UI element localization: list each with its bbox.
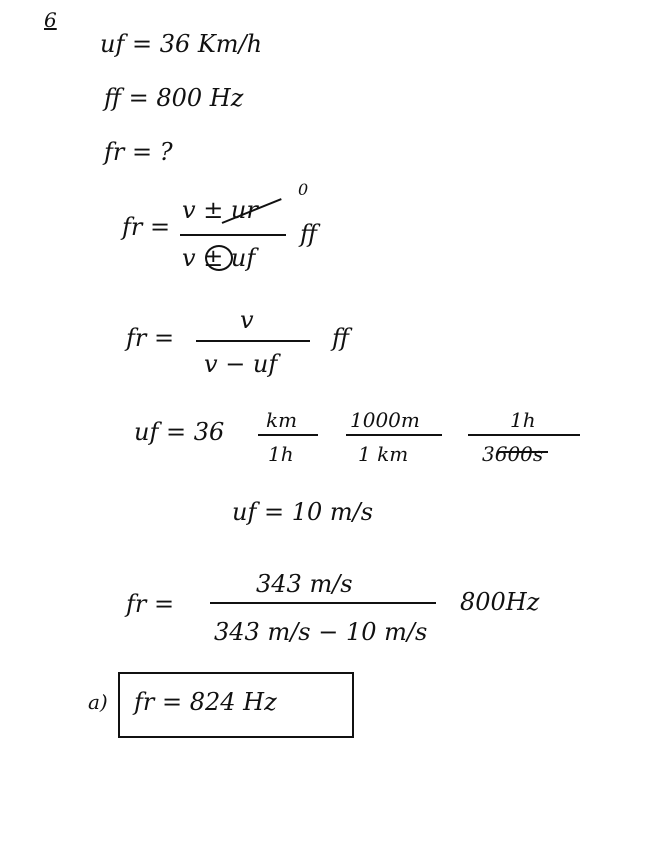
substitution-bar [210, 602, 436, 604]
conversion-f3-den: 3600s [482, 442, 544, 466]
simplified-formula-denominator: v − uf [204, 350, 278, 378]
conversion-f3-num: 1h [510, 408, 536, 432]
general-formula-denominator: v ± uf [182, 244, 256, 272]
conversion-f1-bar [258, 434, 318, 436]
given-ff: ff = 800 Hz [104, 84, 244, 112]
general-formula-lhs: fr = [122, 213, 171, 241]
simplified-formula-lhs: fr = [126, 324, 175, 352]
zero-mark: 0 [298, 180, 309, 199]
given-fr: fr = ? [104, 138, 173, 166]
conversion-f1-den: 1h [268, 442, 294, 466]
answer-label: a) [88, 690, 108, 714]
substitution-factor: 800Hz [460, 588, 540, 616]
substitution-denominator: 343 m/s − 10 m/s [214, 618, 428, 646]
conversion-f1-num: km [266, 408, 298, 432]
general-formula-factor: ff [300, 220, 318, 248]
simplified-formula-bar [196, 340, 310, 342]
simplified-formula-numerator: v [240, 306, 254, 334]
problem-number: 6 [44, 8, 57, 32]
simplified-formula-factor: ff [332, 324, 350, 352]
general-formula-bar [180, 234, 286, 236]
conversion-lhs: uf = 36 [134, 418, 225, 446]
substitution-lhs: fr = [126, 590, 175, 618]
given-uf: uf = 36 Km/h [100, 30, 263, 58]
answer-text: fr = 824 Hz [134, 688, 277, 716]
minus-circle [205, 245, 233, 271]
conversion-f3-strike [498, 451, 548, 453]
substitution-numerator: 343 m/s [256, 570, 353, 598]
conversion-f2-den: 1 km [358, 442, 409, 466]
uf-result: uf = 10 m/s [232, 498, 374, 526]
general-formula-numerator: v ± ur [182, 196, 258, 224]
conversion-f3-bar [468, 434, 580, 436]
conversion-f2-num: 1000m [350, 408, 420, 432]
conversion-f2-bar [346, 434, 442, 436]
